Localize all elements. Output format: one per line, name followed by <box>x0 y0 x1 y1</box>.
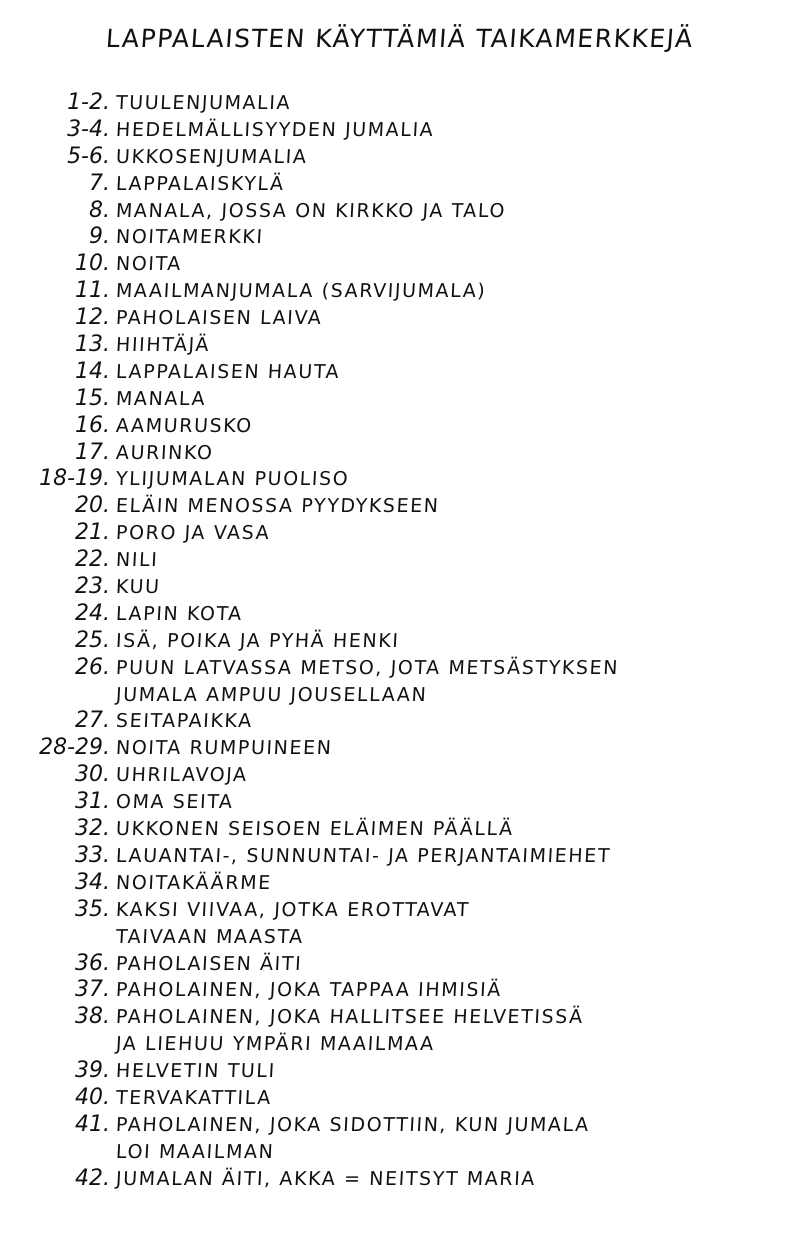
item-text: TUULENJUMALIA <box>115 92 292 114</box>
item-text: PAHOLAINEN, JOKA TAPPAA IHMISIÄ <box>115 979 503 1002</box>
item-number: 18-19. <box>39 466 110 492</box>
list-item <box>0 682 800 709</box>
item-text: HELVETIN TULI <box>115 1060 277 1083</box>
list-item <box>0 198 800 225</box>
item-number: 39. <box>75 1058 110 1084</box>
item-number: 27. <box>75 708 110 734</box>
list-item <box>0 897 800 924</box>
item-text: MAAILMANJUMALA (SARVIJUMALA) <box>115 280 487 303</box>
list-item <box>0 1058 800 1085</box>
item-text: LOI MAAILMAN <box>115 1140 275 1163</box>
item-text: UHRILAVOJA <box>115 764 249 787</box>
item-number: 15. <box>75 385 110 411</box>
item-text: NOITA RUMPUINEEN <box>115 737 334 760</box>
item-text: TERVAKATTILA <box>115 1086 273 1109</box>
item-number: 8. <box>89 197 110 223</box>
item-number: 20. <box>75 493 110 519</box>
item-number: 3-4. <box>67 116 110 142</box>
item-text: NOITA <box>115 253 183 276</box>
item-number: 35. <box>75 896 110 922</box>
list-item <box>0 251 800 278</box>
item-number: 28-29. <box>39 735 110 761</box>
list-item <box>0 708 800 735</box>
list-item <box>0 547 800 574</box>
item-text: ISÄ, POIKA JA PYHÄ HENKI <box>115 629 401 652</box>
item-text: PAHOLAINEN, JOKA HALLITSEE HELVETISSÄ <box>115 1006 585 1029</box>
item-number: 24. <box>75 600 110 626</box>
legend-list <box>0 90 800 1193</box>
item-text: AURINKO <box>115 441 215 464</box>
item-number: 11. <box>75 278 110 304</box>
item-number: 40. <box>75 1084 110 1110</box>
item-number: 30. <box>75 762 110 788</box>
list-item <box>0 332 800 359</box>
item-text: KAKSI VIIVAA, JOTKA EROTTAVAT <box>115 898 471 921</box>
item-number: 10. <box>75 251 110 277</box>
item-text: JUMALAN ÄITI, AKKA = NEITSYT MARIA <box>115 1167 537 1190</box>
item-number: 13. <box>75 332 110 358</box>
item-text: UKKOSENJUMALIA <box>115 145 309 168</box>
item-text: HIIHTÄJÄ <box>115 334 211 357</box>
list-item <box>0 386 800 413</box>
list-item <box>0 90 800 117</box>
list-item <box>0 520 800 547</box>
list-item <box>0 1004 800 1031</box>
item-text: KUU <box>115 576 162 599</box>
item-number: 5-6. <box>67 143 110 169</box>
item-text: PAHOLAISEN LAIVA <box>115 307 324 330</box>
item-text: MANALA, JOSSA ON KIRKKO JA TALO <box>115 199 507 222</box>
list-item <box>0 1031 800 1058</box>
item-number: 38. <box>75 1004 110 1030</box>
item-text: JA LIEHUU YMPÄRI MAAILMAA <box>115 1033 436 1056</box>
item-text: MANALA <box>115 387 207 410</box>
list-item <box>0 224 800 251</box>
list-item <box>0 1166 800 1193</box>
item-number: 14. <box>75 358 110 384</box>
list-item <box>0 762 800 789</box>
list-item <box>0 789 800 816</box>
item-text: PUUN LATVASSA METSO, JOTA METSÄSTYKSEN <box>115 656 620 679</box>
item-number: 32. <box>75 816 110 842</box>
item-text: OMA SEITA <box>115 791 235 814</box>
item-number: 42. <box>75 1165 110 1191</box>
item-number: 7. <box>89 170 110 196</box>
item-number: 9. <box>89 224 110 250</box>
item-number: 12. <box>75 305 110 331</box>
item-text: LAUANTAI-, SUNNUNTAI- JA PERJANTAIMIEHET <box>115 844 612 867</box>
item-text: YLIJUMALAN PUOLISO <box>115 468 350 491</box>
item-number: 41. <box>75 1111 110 1137</box>
item-number: 21. <box>75 520 110 546</box>
item-number: 22. <box>75 547 110 573</box>
item-text: HEDELMÄLLISYYDEN JUMALIA <box>115 118 435 141</box>
list-item <box>0 977 800 1004</box>
item-text: TAIVAAN MAASTA <box>115 925 305 948</box>
item-text: PORO JA VASA <box>115 522 271 545</box>
item-text: LAPPALAISKYLÄ <box>115 172 286 195</box>
list-item <box>0 117 800 144</box>
list-item <box>0 144 800 171</box>
item-number: 26. <box>75 654 110 680</box>
list-item <box>0 628 800 655</box>
item-number: 33. <box>75 842 110 868</box>
list-item <box>0 413 800 440</box>
item-text: LAPIN KOTA <box>115 602 244 625</box>
list-item <box>0 1112 800 1139</box>
page-title: LAPPALAISTEN KÄYTTÄMIÄ TAIKAMERKKEJÄ <box>104 24 695 53</box>
list-item <box>0 305 800 332</box>
item-number: 37. <box>75 977 110 1003</box>
list-item <box>0 870 800 897</box>
item-number: 25. <box>75 627 110 653</box>
list-item <box>0 171 800 198</box>
item-text: JUMALA AMPUU JOUSELLAAN <box>115 683 428 706</box>
item-text: SEITAPAIKKA <box>115 710 254 733</box>
list-item <box>0 440 800 467</box>
item-number: 36. <box>75 950 110 976</box>
list-item <box>0 493 800 520</box>
item-text: NOITAMERKKI <box>115 226 265 249</box>
item-number: 23. <box>75 574 110 600</box>
item-text: NOITAKÄÄRME <box>115 871 273 894</box>
item-number: 1-2. <box>67 90 110 115</box>
list-item <box>0 1139 800 1166</box>
list-item <box>0 574 800 601</box>
list-item <box>0 655 800 682</box>
item-text: PAHOLAINEN, JOKA SIDOTTIIN, KUN JUMALA <box>115 1113 591 1136</box>
item-text: LAPPALAISEN HAUTA <box>115 360 341 383</box>
list-item <box>0 951 800 978</box>
item-text: ELÄIN MENOSSA PYYDYKSEEN <box>115 495 441 518</box>
item-text: PAHOLAISEN ÄITI <box>115 952 303 975</box>
list-item <box>0 924 800 951</box>
list-item <box>0 735 800 762</box>
item-number: 17. <box>75 439 110 465</box>
item-text: UKKONEN SEISOEN ELÄIMEN PÄÄLLÄ <box>115 818 515 841</box>
item-number: 31. <box>75 789 110 815</box>
list-item <box>0 359 800 386</box>
list-item <box>0 278 800 305</box>
list-item <box>0 843 800 870</box>
list-item <box>0 816 800 843</box>
list-item <box>0 466 800 493</box>
list-item <box>0 601 800 628</box>
item-text: NILI <box>115 549 159 572</box>
list-item <box>0 1085 800 1112</box>
item-number: 16. <box>75 412 110 438</box>
item-number: 34. <box>75 869 110 895</box>
item-text: AAMURUSKO <box>115 414 254 437</box>
